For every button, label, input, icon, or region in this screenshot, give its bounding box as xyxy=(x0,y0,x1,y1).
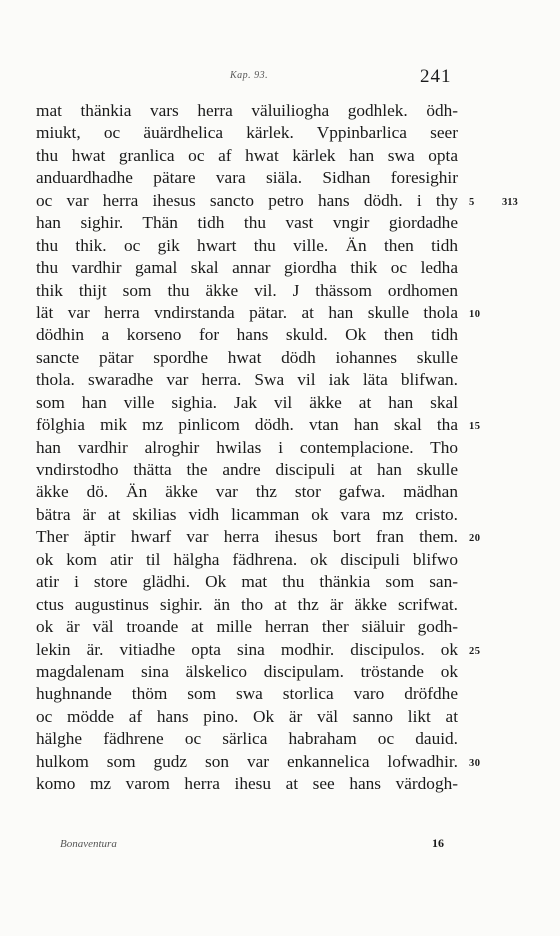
text-line xyxy=(36,481,458,503)
line-text: thu hwat granlica oc af hwat kärlek han swa opta xyxy=(36,145,458,165)
text-line xyxy=(36,751,481,773)
text-line xyxy=(36,661,458,683)
line-text: miukt, oc äuärdhelica kärlek. Vppinbarlica seer xyxy=(36,123,458,143)
text-line xyxy=(36,526,481,548)
sheet-number: 16 xyxy=(432,836,444,850)
line-number: 20 xyxy=(469,533,481,545)
line-text: thu thik. oc gik hwart thu ville. Än then tidh xyxy=(36,235,458,255)
line-text: sancte pätar spordhe hwat dödh iohannes skulle xyxy=(36,347,458,367)
text-line xyxy=(36,414,481,436)
line-text: magdalenam sina älskelico discipulam. tröstande ok xyxy=(36,661,458,681)
text-line xyxy=(36,571,458,593)
line-text: anduardhadhe pätare vara siäla. Sidhan foresighir xyxy=(36,168,458,188)
text-line xyxy=(36,122,458,144)
line-text: thola. swaradhe var herra. Swa vil iak läta blifwan. xyxy=(36,370,458,390)
line-text: thu vardhir gamal skal annar giordha thik oc ledha xyxy=(36,258,458,278)
text-line xyxy=(36,728,458,750)
text-line xyxy=(36,369,458,391)
page-number: 241 xyxy=(420,66,452,87)
text-line xyxy=(36,235,458,257)
line-text: lekin är. vitiadhe opta sina modhir. discipulos. ok xyxy=(36,639,458,659)
text-line xyxy=(36,549,458,571)
text-line xyxy=(36,324,458,346)
line-text: hughnande thöm som swa storlica varo dröfdhe xyxy=(36,684,458,704)
line-text: ctus augustinus sighir. än tho at thz är äkke scrifwat. xyxy=(36,594,458,614)
text-line xyxy=(36,212,458,234)
text-line xyxy=(36,257,458,279)
line-number: 15 xyxy=(469,421,481,433)
line-text: oc var herra ihesus sancto petro hans dödh. i thy xyxy=(36,190,458,210)
line-text: hälghe fädhrene oc särlica habraham oc dauid. xyxy=(36,729,458,749)
line-text: bätra är at skilias vidh licamman ok vara mz cristo. xyxy=(36,504,458,524)
text-line xyxy=(36,167,458,189)
text-line xyxy=(36,100,458,122)
text-line xyxy=(36,392,458,414)
line-number: 30 xyxy=(469,757,481,769)
text-line xyxy=(36,683,458,705)
text-line xyxy=(36,280,458,302)
line-text: han vardhir alroghir hwilas i contemplacione. Tho xyxy=(36,437,458,457)
text-line xyxy=(36,459,458,481)
signature-mark: Bonaventura xyxy=(60,838,117,850)
line-text: thik thijt som thu äkke vil. J thässom ordhomen xyxy=(36,280,458,300)
line-text: som han ville sighia. Jak vil äkke at han skal xyxy=(36,392,458,412)
line-text: oc mödde af hans pino. Ok är väl sanno likt at xyxy=(36,706,458,726)
line-text: äkke dö. Än äkke var thz stor gafwa. mädhan xyxy=(36,482,458,502)
line-text: dödhin a korseno for hans skuld. Ok then tidh xyxy=(36,325,458,345)
text-line xyxy=(36,145,458,167)
page-header xyxy=(0,66,560,90)
text-line xyxy=(36,190,518,212)
text-line xyxy=(36,302,481,324)
body-text xyxy=(36,100,518,796)
text-line xyxy=(36,616,458,638)
text-line xyxy=(36,706,458,728)
line-text: hulkom som gudz son var enkannelica lofwadhir. xyxy=(36,751,458,771)
line-text: atir i store glädhi. Ok mat thu thänkia som san- xyxy=(36,572,458,592)
line-text: komo mz varom herra ihesu at see hans värdogh- xyxy=(36,774,458,794)
line-text: ok är väl troande at mille herran ther siäluir godh- xyxy=(36,617,458,637)
text-line xyxy=(36,594,458,616)
chapter-heading: Kap. 93. xyxy=(230,70,269,81)
line-text: ok kom atir til hälgha fädhrena. ok discipuli blifwo xyxy=(36,549,458,569)
line-text: vndirstodho thätta the andre discipuli at han skulle xyxy=(36,460,458,479)
line-number: 25 xyxy=(469,645,481,657)
text-line xyxy=(36,347,458,369)
line-text: lät var herra vndirstanda pätar. at han skulle thola xyxy=(36,302,458,322)
text-line xyxy=(36,639,481,661)
line-text: mat thänkia vars herra väluiliogha godhlek. ödh- xyxy=(36,101,458,120)
text-line xyxy=(36,504,458,526)
line-number: 10 xyxy=(469,308,481,320)
line-text: fölghia mik mz pinlicom dödh. vtan han skal tha xyxy=(36,415,458,435)
line-number: 5 xyxy=(469,196,475,208)
line-text: Ther äptir hwarf var herra ihesus bort fran them. xyxy=(36,527,458,547)
text-line xyxy=(36,437,458,459)
line-text: han sighir. Thän tidh thu vast vngir giordadhe xyxy=(36,213,458,233)
text-line xyxy=(36,773,458,795)
page-footer xyxy=(0,835,560,855)
margin-reference: 313 xyxy=(502,196,518,208)
